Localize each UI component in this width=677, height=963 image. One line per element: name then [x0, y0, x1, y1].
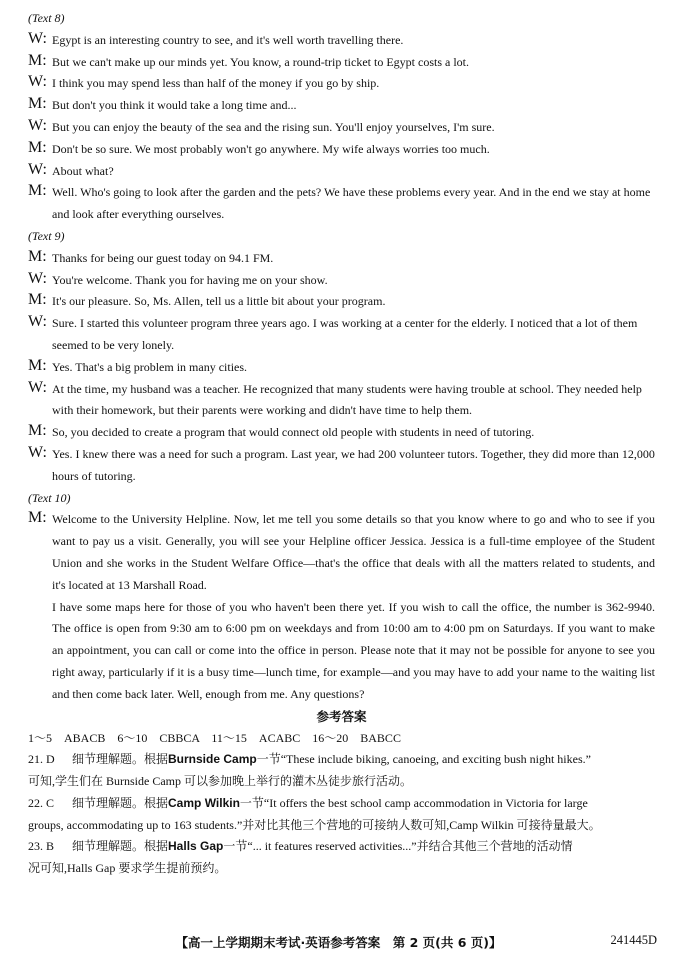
dialogue-turn	[28, 73, 655, 95]
explanation-fragment: 细节理解题。根据	[72, 839, 169, 854]
dialogue-text: I think you may spend less than half of the money if you go by ship.	[52, 76, 380, 91]
dialogue-turn	[28, 357, 655, 379]
explanation-fragment: 一节“It offers the best school camp accommodation in Victoria for large	[239, 795, 588, 810]
explanation-continuation: groups, accommodating up to 163 students.”并对比其他三个营地的可接纳人数可知,Camp Wilkin 可接待量最大。	[28, 817, 601, 832]
speaker-label: W:	[28, 443, 47, 461]
speaker-label: M:	[28, 182, 47, 200]
explanation-fragment: 细节理解题。根据	[72, 752, 169, 767]
text10-monologue	[28, 509, 655, 596]
dialogue-text: Sure. I started this volunteer program three years ago. I was working at a center for the elderly. I noticed that a lot of them seemed to be very lonely.	[52, 316, 638, 352]
question-number: 22. C	[28, 795, 55, 810]
explanation-text	[72, 749, 655, 771]
answer-key-title: 参考答案	[316, 708, 367, 724]
page-footer	[0, 933, 677, 951]
dialogue-turn	[28, 444, 655, 488]
dialogue-text: It's our pleasure. So, Ms. Allen, tell us a little bit about your program.	[52, 294, 386, 309]
speaker-label: W:	[28, 29, 47, 47]
speaker-label: W:	[28, 73, 47, 91]
text8-header: (Text 8)	[28, 11, 65, 25]
camp-name: Halls Gap	[168, 839, 224, 854]
question-number: 21. D	[28, 752, 55, 767]
text8-dialogue	[28, 30, 655, 226]
speaker-label: M:	[28, 422, 47, 440]
dialogue-turn	[28, 313, 655, 357]
speaker-label: W:	[28, 269, 47, 287]
explanation-item	[28, 836, 655, 880]
explanations-list	[28, 749, 655, 880]
dialogue-turn	[28, 422, 655, 444]
explanation-fragment: 细节理解题。根据	[72, 795, 169, 810]
dialogue-turn	[28, 117, 655, 139]
dialogue-text: Yes. That's a big problem in many cities.	[52, 359, 248, 374]
explanation-continuation: 况可知,Halls Gap 要求学生提前预约。	[28, 861, 227, 876]
speaker-label: M:	[28, 356, 47, 374]
speaker-label: M:	[28, 51, 47, 69]
dialogue-text: Yes. I knew there was a need for such a program. Last year, we had 200 volunteer tutors. Together, they did more than 12,000 hours of tutoring.	[52, 446, 655, 483]
dialogue-turn	[28, 161, 655, 183]
question-number: 23. B	[28, 839, 55, 854]
speaker-label: M:	[28, 95, 47, 113]
text10-paragraph-1: Welcome to the University Helpline. Now, let me tell you some details so that you know where to go and who to see if you want to pay us a visit. Generally, you will see your Helpline officer Jessica. Jessica is a full-time employee of the Student Union and she works in the Student Welfare Office—that's the office that deals with all the matters related to students, and it's located at 13 Marshall Road.	[52, 512, 655, 592]
dialogue-turn	[28, 379, 655, 423]
speaker-label: W:	[28, 116, 47, 134]
text10-paragraph-2: I have some maps here for those of you who haven't been there yet. If you wish to call the office, the number is 362-9940. The office is open from 9:30 am to 6:00 pm on weekdays and from 10:00 am to 4:00 pm on Saturdays. If you want to make an appointment, you can call or come into the office in person. Please note that it may not be possible for anyone to see you right away, particularly if it is a busy time—lunch time, for example—and you may have to add your name to the waiting list and then come back later. Well, enough from me. Any questions?	[52, 599, 655, 701]
speaker-label: M:	[28, 291, 47, 309]
speaker-label: M:	[28, 509, 47, 527]
dialogue-turn	[28, 182, 655, 226]
dialogue-turn	[28, 270, 655, 292]
text8-section	[28, 8, 655, 226]
explanation-continuation: 可知,学生们在 Burnside Camp 可以参加晚上举行的灌木丛徒步旅行活动。	[28, 774, 412, 789]
explanation-item	[28, 793, 655, 837]
footer-label: 【高一上学期期末考试·英语参考答案 第 2 页(共 6 页)】	[175, 935, 502, 950]
text10-header: (Text 10)	[28, 490, 71, 505]
dialogue-turn	[28, 30, 655, 52]
camp-name: Burnside Camp	[168, 752, 257, 767]
dialogue-text: But you can enjoy the beauty of the sea and the rising sun. You'll enjoy yourselves, I'm sure.	[52, 119, 495, 134]
camp-name: Camp Wilkin	[168, 795, 240, 810]
explanation-item	[28, 749, 655, 793]
dialogue-turn	[28, 291, 655, 313]
dialogue-text: Well. Who's going to look after the garden and the pets? We have these problems every year. And in the end we stay at home and look after everything ourselves.	[52, 185, 651, 222]
speaker-label: M:	[28, 138, 47, 156]
dialogue-text: At the time, my husband was a teacher. He recognized that many students were having trouble at school. They needed help with their homework, but their parents were working and didn't have time to help them.	[52, 381, 642, 418]
dialogue-text: You're welcome. Thank you for having me on your show.	[52, 272, 328, 287]
dialogue-text: But we can't make up our minds yet. You know, a round-trip ticket to Egypt costs a lot.	[52, 54, 469, 69]
dialogue-turn	[28, 95, 655, 117]
explanation-fragment: 一节“... it features reserved activities...”并结合其他三个营地的活动情	[223, 839, 573, 854]
dialogue-text: So, you decided to create a program that would connect old people with students in need of tutoring.	[52, 425, 535, 440]
speaker-label: W:	[28, 313, 47, 331]
dialogue-text: Don't be so sure. We most probably won't go anywhere. My wife always worries too much.	[52, 141, 490, 156]
speaker-label: W:	[28, 378, 47, 396]
text9-header: (Text 9)	[28, 228, 65, 243]
dialogue-text: Thanks for being our guest today on 94.1 FM.	[52, 250, 274, 265]
dialogue-turn	[28, 139, 655, 161]
explanation-text	[72, 836, 655, 858]
text9-section	[28, 226, 655, 488]
dialogue-text: Egypt is an interesting country to see, and it's well worth travelling there.	[52, 32, 404, 47]
speaker-label: W:	[28, 160, 47, 178]
explanation-fragment: 一节“These include biking, canoeing, and exciting bush night hikes.”	[256, 752, 591, 767]
answer-key-line: 1～5 ABACB 6～10 CBBCA 11～15 ACABC 16～20 BABCC	[28, 730, 401, 745]
dialogue-turn	[28, 248, 655, 270]
dialogue-text: But don't you think it would take a long time and...	[52, 98, 297, 113]
exam-code: 241445D	[610, 933, 657, 947]
explanation-text	[72, 793, 655, 815]
dialogue-text: About what?	[52, 163, 114, 178]
text9-dialogue	[28, 248, 655, 488]
dialogue-turn	[28, 52, 655, 74]
text10-section	[28, 488, 655, 706]
speaker-label: M:	[28, 247, 47, 265]
